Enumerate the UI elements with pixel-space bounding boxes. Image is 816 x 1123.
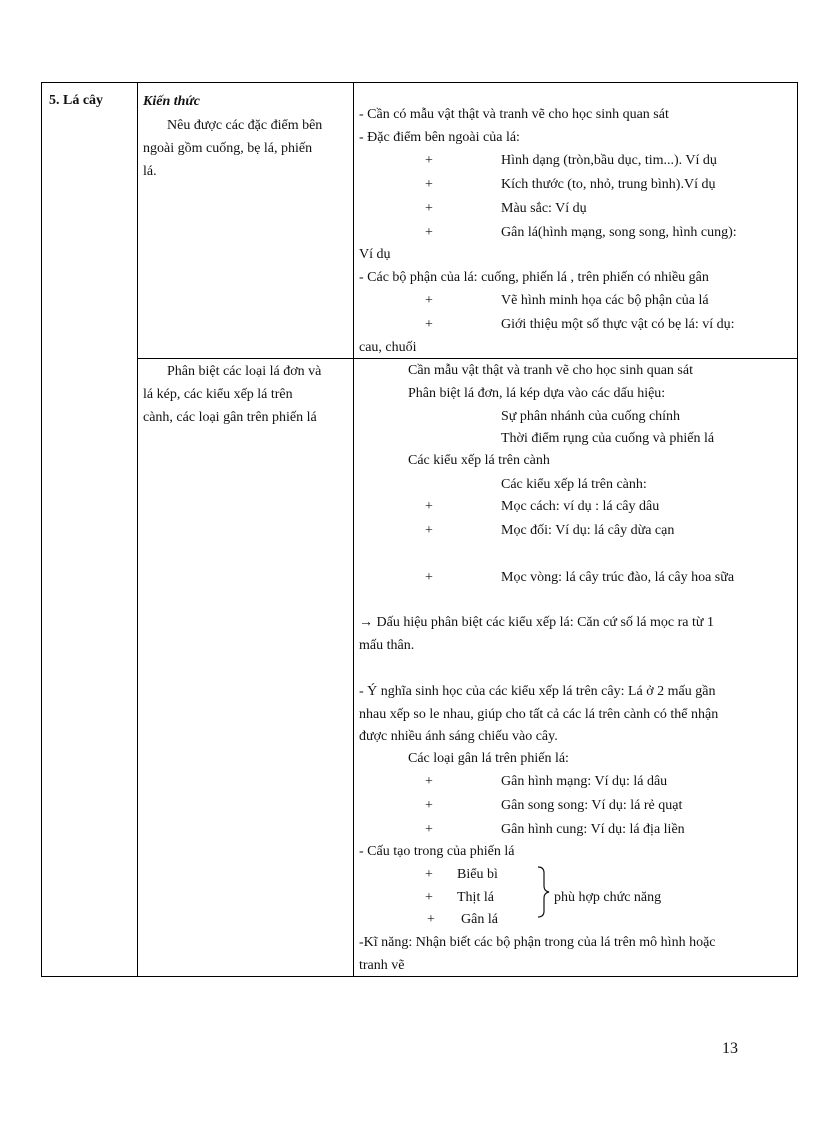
note-line: → Dấu hiệu phân biệt các kiểu xếp lá: Căn cứ số lá mọc ra từ 1 [359, 615, 714, 630]
note-line: Thịt lá [457, 890, 494, 905]
bullet-plus: + [427, 912, 435, 927]
topic-label: 5. Lá cây [49, 93, 104, 108]
bullet-plus: + [425, 499, 433, 514]
bullet-plus: + [425, 798, 433, 813]
page-number: 13 [722, 1040, 738, 1057]
note-line: Mọc đối: Ví dụ: lá cây dừa cạn [501, 523, 675, 538]
bullet-plus: + [425, 867, 433, 882]
bullet-plus: + [425, 523, 433, 538]
table-border-left [41, 82, 42, 977]
note-line: Các kiểu xếp lá trên cành [408, 453, 550, 468]
note-line: Hình dạng (tròn,bầu dục, tim...). Ví dụ [501, 153, 717, 168]
note-line: Mọc vòng: lá cây trúc đào, lá cây hoa sữa [501, 570, 735, 585]
requirement-line: lá. [143, 164, 157, 179]
note-line: - Cấu tạo trong của phiến lá [359, 844, 515, 859]
note-line: Các loại gân lá trên phiến lá: [408, 751, 569, 766]
bullet-plus: + [425, 890, 433, 905]
requirement-line: Phân biệt các loại lá đơn và [167, 364, 322, 379]
note-line: nhau xếp so le nhau, giúp cho tất cả các lá trên cành có thể nhận [359, 707, 719, 722]
bullet-plus: + [425, 293, 433, 308]
note-line: Các kiểu xếp lá trên cành: [501, 477, 647, 492]
note-line: - Cần có mẫu vật thật và tranh vẽ cho học sinh quan sát [359, 107, 669, 122]
note-line: Cần mẫu vật thật và tranh vẽ cho học sinh quan sát [408, 363, 693, 378]
note-line: Sự phân nhánh của cuống chính [501, 409, 681, 424]
table-border-bottom [41, 976, 798, 977]
note-line: Ví dụ [359, 247, 391, 262]
note-line: - Các bộ phận của lá: cuống, phiến lá , trên phiến có nhiều gân [359, 270, 709, 285]
bullet-plus: + [425, 822, 433, 837]
note-line: - Ý nghĩa sinh học của các kiểu xếp lá trên cây: Lá ở 2 mấu gần [359, 684, 716, 699]
requirement-line: Nêu được các đặc điểm bên [167, 118, 323, 133]
note-line: Gân lá [461, 912, 498, 927]
column-divider-1 [137, 82, 138, 977]
note-line: Kích thước (to, nhỏ, trung bình).Ví dụ [501, 177, 716, 192]
bullet-plus: + [425, 153, 433, 168]
note-line: Gân hình mạng: Ví dụ: lá dâu [501, 774, 668, 789]
note-line: -Kĩ năng: Nhận biết các bộ phận trong của lá trên mô hình hoặc [359, 935, 716, 950]
note-line: Biểu bì [457, 867, 498, 882]
requirement-line: ngoài gồm cuống, bẹ lá, phiến [143, 141, 313, 156]
note-line: Màu sắc: Ví dụ [501, 201, 587, 216]
knowledge-heading: Kiến thức [143, 94, 201, 109]
note-line: Phân biệt lá đơn, lá kép dựa vào các dấu hiệu: [408, 386, 666, 401]
row-divider [137, 358, 798, 359]
table-border-right [797, 82, 798, 977]
requirement-line: lá kép, các kiểu xếp lá trên [143, 387, 293, 402]
bullet-plus: + [425, 317, 433, 332]
note-line: phù hợp chức năng [554, 890, 662, 905]
requirement-line: cành, các loại gân trên phiến lá [143, 410, 317, 425]
bullet-plus: + [425, 774, 433, 789]
bullet-plus: + [425, 570, 433, 585]
column-divider-2 [353, 82, 354, 977]
curly-brace-icon [536, 866, 550, 918]
note-line: Mọc cách: ví dụ : lá cây dâu [501, 499, 660, 514]
note-line: mấu thân. [359, 638, 415, 653]
bullet-plus: + [425, 201, 433, 216]
bullet-plus: + [425, 225, 433, 240]
table-border-top [41, 82, 798, 83]
note-line: cau, chuối [359, 340, 417, 355]
note-line: Gân song song: Ví dụ: lá rẻ quạt [501, 798, 683, 813]
bullet-plus: + [425, 177, 433, 192]
note-line: Gân hình cung: Ví dụ: lá địa liền [501, 822, 685, 837]
note-line: tranh vẽ [359, 958, 405, 973]
note-line: - Đặc điểm bên ngoài của lá: [359, 130, 520, 145]
note-line: được nhiều ánh sáng chiếu vào cây. [359, 729, 558, 744]
note-line: Giới thiệu một số thực vật có bẹ lá: ví dụ: [501, 317, 735, 332]
note-line: Vẽ hình minh họa các bộ phận của lá [501, 293, 709, 308]
note-line: Gân lá(hình mạng, song song, hình cung): [501, 225, 737, 240]
note-line: Thời điểm rụng của cuống và phiến lá [501, 431, 715, 446]
